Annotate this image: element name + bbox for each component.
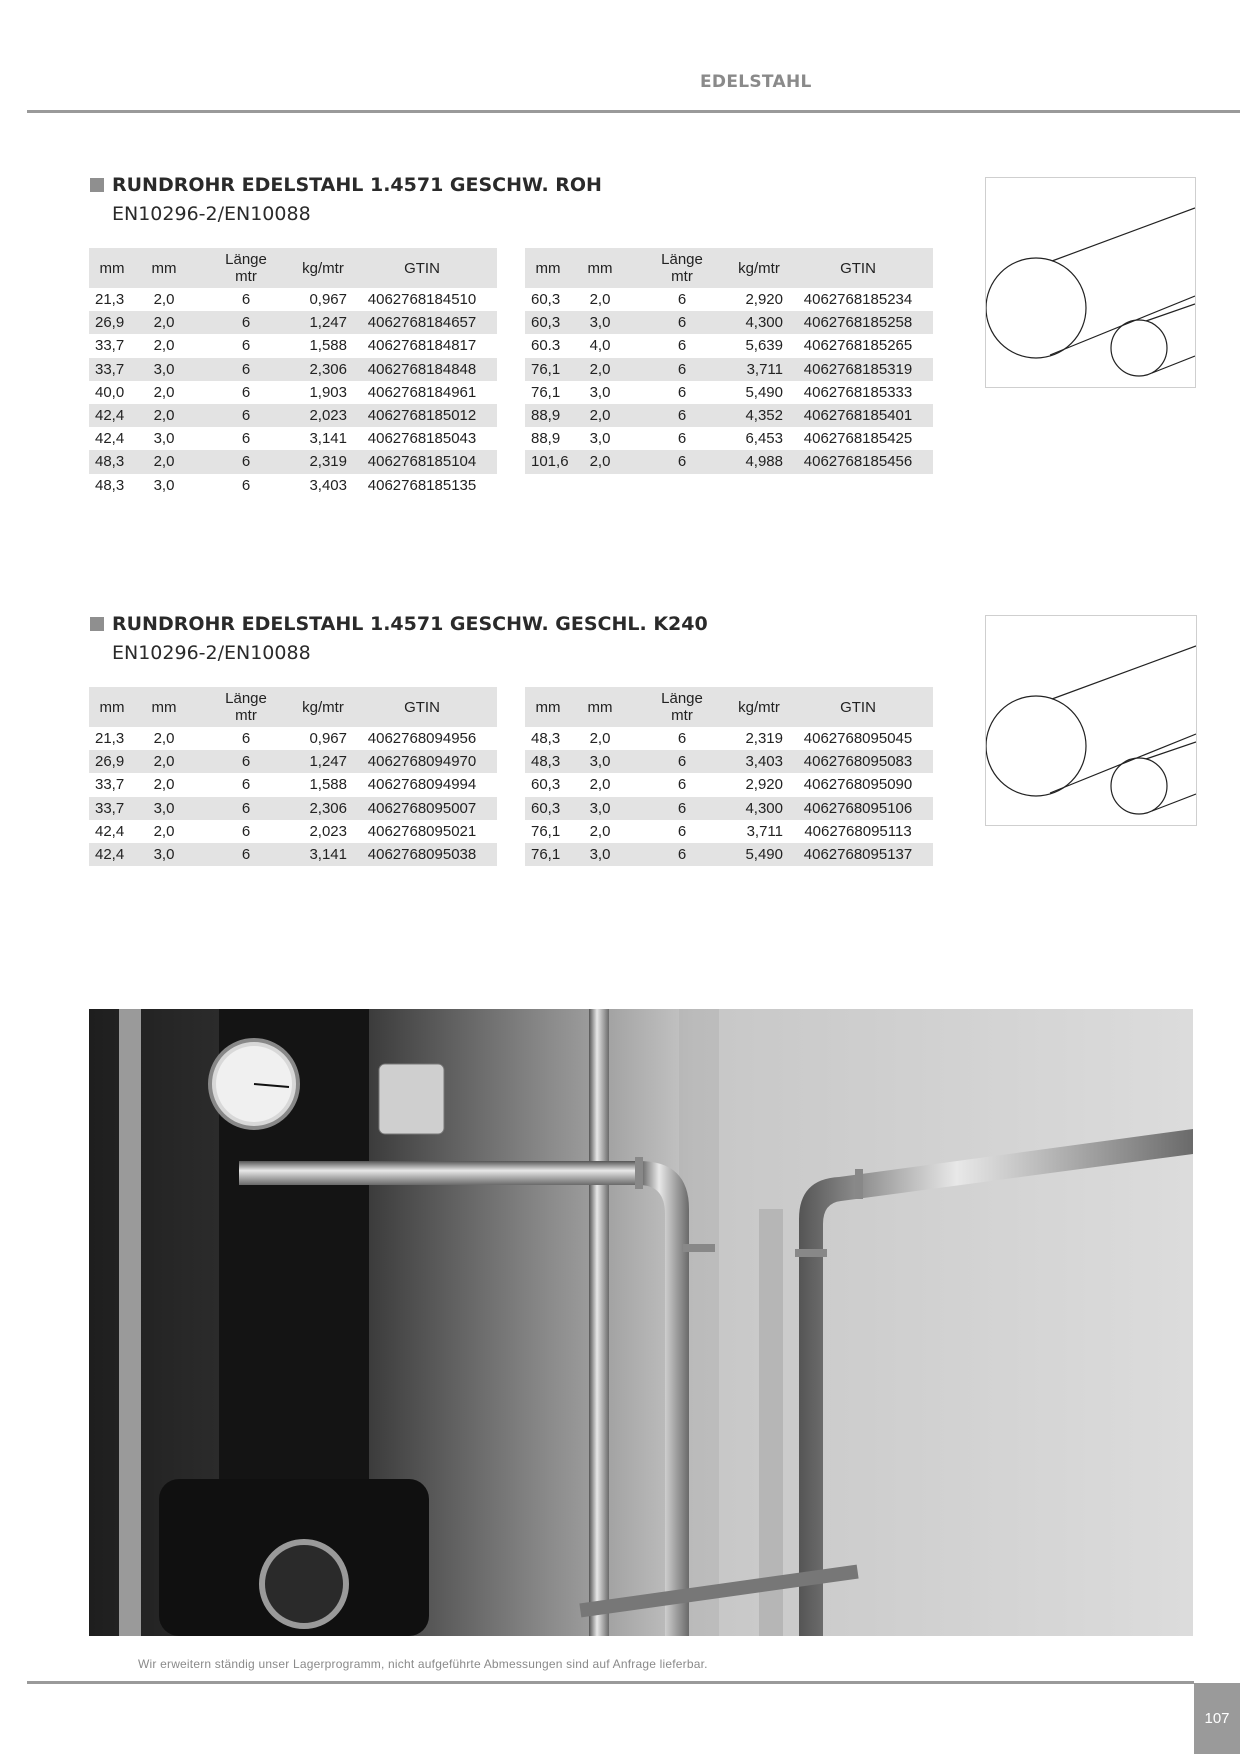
cell-length: 6 [629,797,735,820]
table-row [89,404,497,427]
cell-wall-thickness: 2,0 [153,776,175,794]
cell-outer-diameter: 26,9 [89,311,135,334]
section-2-title [90,613,708,635]
bullet-square-icon [90,617,104,631]
cell-wall-thickness: 3,0 [135,843,193,866]
cell-length: 6 [241,383,251,401]
cell-outer-diameter: 42,4 [89,404,135,427]
cell-wall-thickness: 2,0 [571,358,629,381]
cell-weight: 4,300 [735,797,783,820]
cell-weight: 2,920 [745,291,783,309]
cell-weight: 1,588 [309,337,347,355]
section-1-title-text: RUNDROHR EDELSTAHL 1.4571 GESCHW. ROH [112,174,602,196]
table-header-row [89,687,497,727]
table-row [89,474,497,497]
cell-length: 6 [677,291,687,309]
cell-length: 6 [241,430,251,448]
cell-outer-diameter: 76,1 [525,843,571,866]
cell-wall-thickness: 2,0 [135,311,193,334]
cell-weight: 3,711 [735,358,783,381]
cell-gtin: 4062768095045 [803,730,913,748]
cell-gtin: 4062768184961 [367,383,477,401]
table-header-row [89,248,497,288]
table-row [525,404,933,427]
cell-gtin: 4062768095083 [783,750,933,773]
column-header-outer-diameter: mm [89,687,135,727]
cell-outer-diameter: 33,7 [95,337,125,355]
cell-outer-diameter: 76,1 [531,822,561,840]
cell-outer-diameter: 48,3 [95,476,125,494]
cell-weight: 2,319 [299,450,347,473]
table-row [525,820,933,843]
cell-weight: 5,490 [735,843,783,866]
cell-outer-diameter: 42,4 [95,822,125,840]
cell-length: 6 [677,822,687,840]
cell-length: 6 [629,843,735,866]
cell-outer-diameter: 21,3 [95,291,125,309]
cell-gtin: 4062768095038 [347,843,497,866]
cell-length: 6 [629,311,735,334]
cell-outer-diameter: 76,1 [531,383,561,401]
cell-weight: 5,490 [745,383,783,401]
column-header-wall-thickness: mm [571,687,629,727]
cell-gtin: 4062768185319 [783,358,933,381]
table-row [89,381,497,404]
cell-gtin: 4062768095137 [783,843,933,866]
table-row [89,727,497,750]
cell-weight: 2,306 [299,358,347,381]
column-header-weight: kg/mtr [735,248,783,288]
cell-outer-diameter: 33,7 [89,358,135,381]
section-2-table-right [525,687,933,866]
cell-length: 6 [193,404,299,427]
cell-wall-thickness: 2,0 [153,730,175,748]
cell-wall-thickness: 2,0 [589,822,611,840]
table-row [89,797,497,820]
column-header-weight: kg/mtr [299,687,347,727]
cell-gtin: 4062768095090 [803,776,913,794]
table-row [89,843,497,866]
cell-length: 6 [677,776,687,794]
cell-gtin: 4062768095007 [347,797,497,820]
cell-gtin: 4062768185265 [803,337,913,355]
column-header-weight: kg/mtr [299,248,347,288]
cell-gtin: 4062768184817 [367,337,477,355]
cell-weight: 2,306 [299,797,347,820]
cell-weight: 4,300 [735,311,783,334]
cell-gtin: 4062768184510 [367,291,477,309]
cell-length: 6 [629,450,735,473]
cell-weight: 6,453 [745,430,783,448]
cell-weight: 3,141 [309,430,347,448]
cell-wall-thickness: 2,0 [153,822,175,840]
cell-gtin: 4062768185234 [803,291,913,309]
cell-weight: 2,319 [745,730,783,748]
pipe-installation-photo [89,1009,1193,1636]
cell-outer-diameter: 48,3 [531,730,561,748]
cell-length: 6 [193,450,299,473]
cell-length: 6 [193,750,299,773]
table-header-row [525,248,933,288]
table-row [89,773,497,796]
cell-length: 6 [241,822,251,840]
cell-length: 6 [677,430,687,448]
cell-gtin: 4062768185135 [367,476,477,494]
table-row [525,381,933,404]
cell-gtin: 4062768094970 [347,750,497,773]
column-header-outer-diameter: mm [89,248,135,288]
cell-wall-thickness: 3,0 [571,750,629,773]
pipes-line-drawing-icon [986,178,1195,387]
table-row [89,288,497,311]
cell-gtin: 4062768094956 [367,730,477,748]
cell-length: 6 [241,476,251,494]
cell-gtin: 4062768185333 [803,383,913,401]
column-header-gtin: GTIN [347,248,497,288]
cell-outer-diameter: 33,7 [95,776,125,794]
cell-wall-thickness: 2,0 [571,404,629,427]
cell-length: 6 [193,843,299,866]
cell-gtin: 4062768185012 [347,404,497,427]
table-row [525,288,933,311]
cell-length: 6 [193,358,299,381]
cell-weight: 4,352 [735,404,783,427]
cell-wall-thickness: 3,0 [135,797,193,820]
cell-gtin: 4062768185258 [783,311,933,334]
column-header-length: Länge mtr [629,687,735,727]
cell-gtin: 4062768095106 [783,797,933,820]
cell-weight: 0,967 [309,730,347,748]
cell-weight: 2,023 [299,404,347,427]
cell-wall-thickness: 2,0 [135,750,193,773]
cell-length: 6 [241,730,251,748]
section-1-table-right [525,248,933,474]
cell-wall-thickness: 3,0 [589,430,611,448]
cell-outer-diameter: 21,3 [95,730,125,748]
cell-outer-diameter: 60,3 [525,797,571,820]
cell-gtin: 4062768184657 [347,311,497,334]
table-row [89,334,497,357]
stainless-pipes-photo-illustration [89,1009,1193,1636]
bullet-square-icon [90,178,104,192]
column-header-length: Länge mtr [193,687,299,727]
cell-length: 6 [193,797,299,820]
table-row [525,358,933,381]
cell-weight: 1,903 [309,383,347,401]
cell-weight: 4,988 [735,450,783,473]
table-row [525,843,933,866]
column-header-length: Länge mtr [629,248,735,288]
table-header-row [525,687,933,727]
cell-weight: 1,588 [309,776,347,794]
table-row [525,750,933,773]
cell-outer-diameter: 48,3 [525,750,571,773]
cell-outer-diameter: 60.3 [531,337,561,355]
cell-wall-thickness: 2,0 [153,337,175,355]
section-2-title-text: RUNDROHR EDELSTAHL 1.4571 GESCHW. GESCHL. K240 [112,613,708,635]
cell-gtin: 4062768185401 [783,404,933,427]
table-row [525,797,933,820]
cell-weight: 5,639 [745,337,783,355]
pipe-drawing-image [985,615,1197,826]
cell-length: 6 [677,383,687,401]
section-2-subtitle: EN10296-2/EN10088 [112,642,311,664]
cell-wall-thickness: 3,0 [153,430,175,448]
table-row [89,311,497,334]
cell-outer-diameter: 42,4 [89,843,135,866]
table-row [89,450,497,473]
cell-outer-diameter: 60,3 [531,776,561,794]
column-header-gtin: GTIN [783,248,933,288]
cell-weight: 2,920 [745,776,783,794]
cell-length: 6 [677,337,687,355]
cell-outer-diameter: 88,9 [525,404,571,427]
footer-note: Wir erweitern ständig unser Lagerprogramm, nicht aufgeführte Abmessungen sind auf Anfrage lieferbar. [138,1657,708,1671]
table-row [89,750,497,773]
cell-gtin: 4062768185043 [367,430,477,448]
cell-weight: 0,967 [309,291,347,309]
pipes-line-drawing-icon [986,616,1196,825]
cell-wall-thickness: 2,0 [589,291,611,309]
cell-length: 6 [193,311,299,334]
table-row [525,311,933,334]
cell-weight: 3,711 [746,822,783,840]
cell-outer-diameter: 60,3 [531,291,561,309]
column-header-wall-thickness: mm [571,248,629,288]
column-header-wall-thickness: mm [135,687,193,727]
cell-weight: 3,141 [299,843,347,866]
footer-rule [27,1681,1194,1684]
cell-wall-thickness: 3,0 [589,383,611,401]
cell-wall-thickness: 2,0 [153,383,175,401]
cell-wall-thickness: 3,0 [153,476,175,494]
cell-gtin: 4062768095021 [367,822,477,840]
cell-outer-diameter: 26,9 [89,750,135,773]
cell-outer-diameter: 88,9 [531,430,561,448]
cell-wall-thickness: 3,0 [571,797,629,820]
cell-weight: 3,403 [735,750,783,773]
cell-wall-thickness: 2,0 [571,450,629,473]
table-row [89,820,497,843]
cell-weight: 1,247 [299,750,347,773]
cell-wall-thickness: 3,0 [135,358,193,381]
column-header-outer-diameter: mm [525,687,571,727]
cell-length: 6 [629,358,735,381]
cell-outer-diameter: 48,3 [89,450,135,473]
cell-length: 6 [241,291,251,309]
header-rule [27,110,1240,113]
cell-length: 6 [241,337,251,355]
section-2-table-left [89,687,497,866]
table-row [89,427,497,450]
cell-gtin: 4062768094994 [367,776,477,794]
cell-weight: 2,023 [309,822,347,840]
cell-outer-diameter: 42,4 [95,430,125,448]
table-row [525,334,933,357]
column-header-gtin: GTIN [783,687,933,727]
cell-outer-diameter: 33,7 [89,797,135,820]
table-row [89,358,497,381]
table-row [525,727,933,750]
page-number: 107 [1194,1683,1240,1754]
cell-wall-thickness: 2,0 [589,776,611,794]
cell-gtin: 4062768185456 [783,450,933,473]
section-1-title [90,174,602,196]
cell-wall-thickness: 2,0 [135,450,193,473]
cell-outer-diameter: 60,3 [525,311,571,334]
table-row [525,773,933,796]
cell-length: 6 [241,776,251,794]
cell-gtin: 4062768095113 [804,822,912,840]
section-1-table-left [89,248,497,497]
cell-outer-diameter: 76,1 [525,358,571,381]
cell-outer-diameter: 101,6 [525,450,571,473]
cell-outer-diameter: 40,0 [95,383,125,401]
cell-gtin: 4062768185104 [347,450,497,473]
column-header-wall-thickness: mm [135,248,193,288]
cell-length: 6 [629,750,735,773]
cell-gtin: 4062768185425 [803,430,913,448]
cell-wall-thickness: 2,0 [589,730,611,748]
column-header-length: Länge mtr [193,248,299,288]
table-row [525,427,933,450]
cell-wall-thickness: 4,0 [589,337,611,355]
cell-wall-thickness: 3,0 [571,843,629,866]
page-header-title: EDELSTAHL [700,72,812,92]
section-1-subtitle: EN10296-2/EN10088 [112,203,311,225]
cell-length: 6 [677,730,687,748]
cell-wall-thickness: 3,0 [571,311,629,334]
cell-gtin: 4062768184848 [347,358,497,381]
table-row [525,450,933,473]
cell-weight: 1,247 [299,311,347,334]
cell-weight: 3,403 [309,476,347,494]
cell-length: 6 [629,404,735,427]
column-header-outer-diameter: mm [525,248,571,288]
cell-wall-thickness: 2,0 [153,291,175,309]
pipe-drawing-image [985,177,1196,388]
column-header-gtin: GTIN [347,687,497,727]
cell-wall-thickness: 2,0 [135,404,193,427]
column-header-weight: kg/mtr [735,687,783,727]
